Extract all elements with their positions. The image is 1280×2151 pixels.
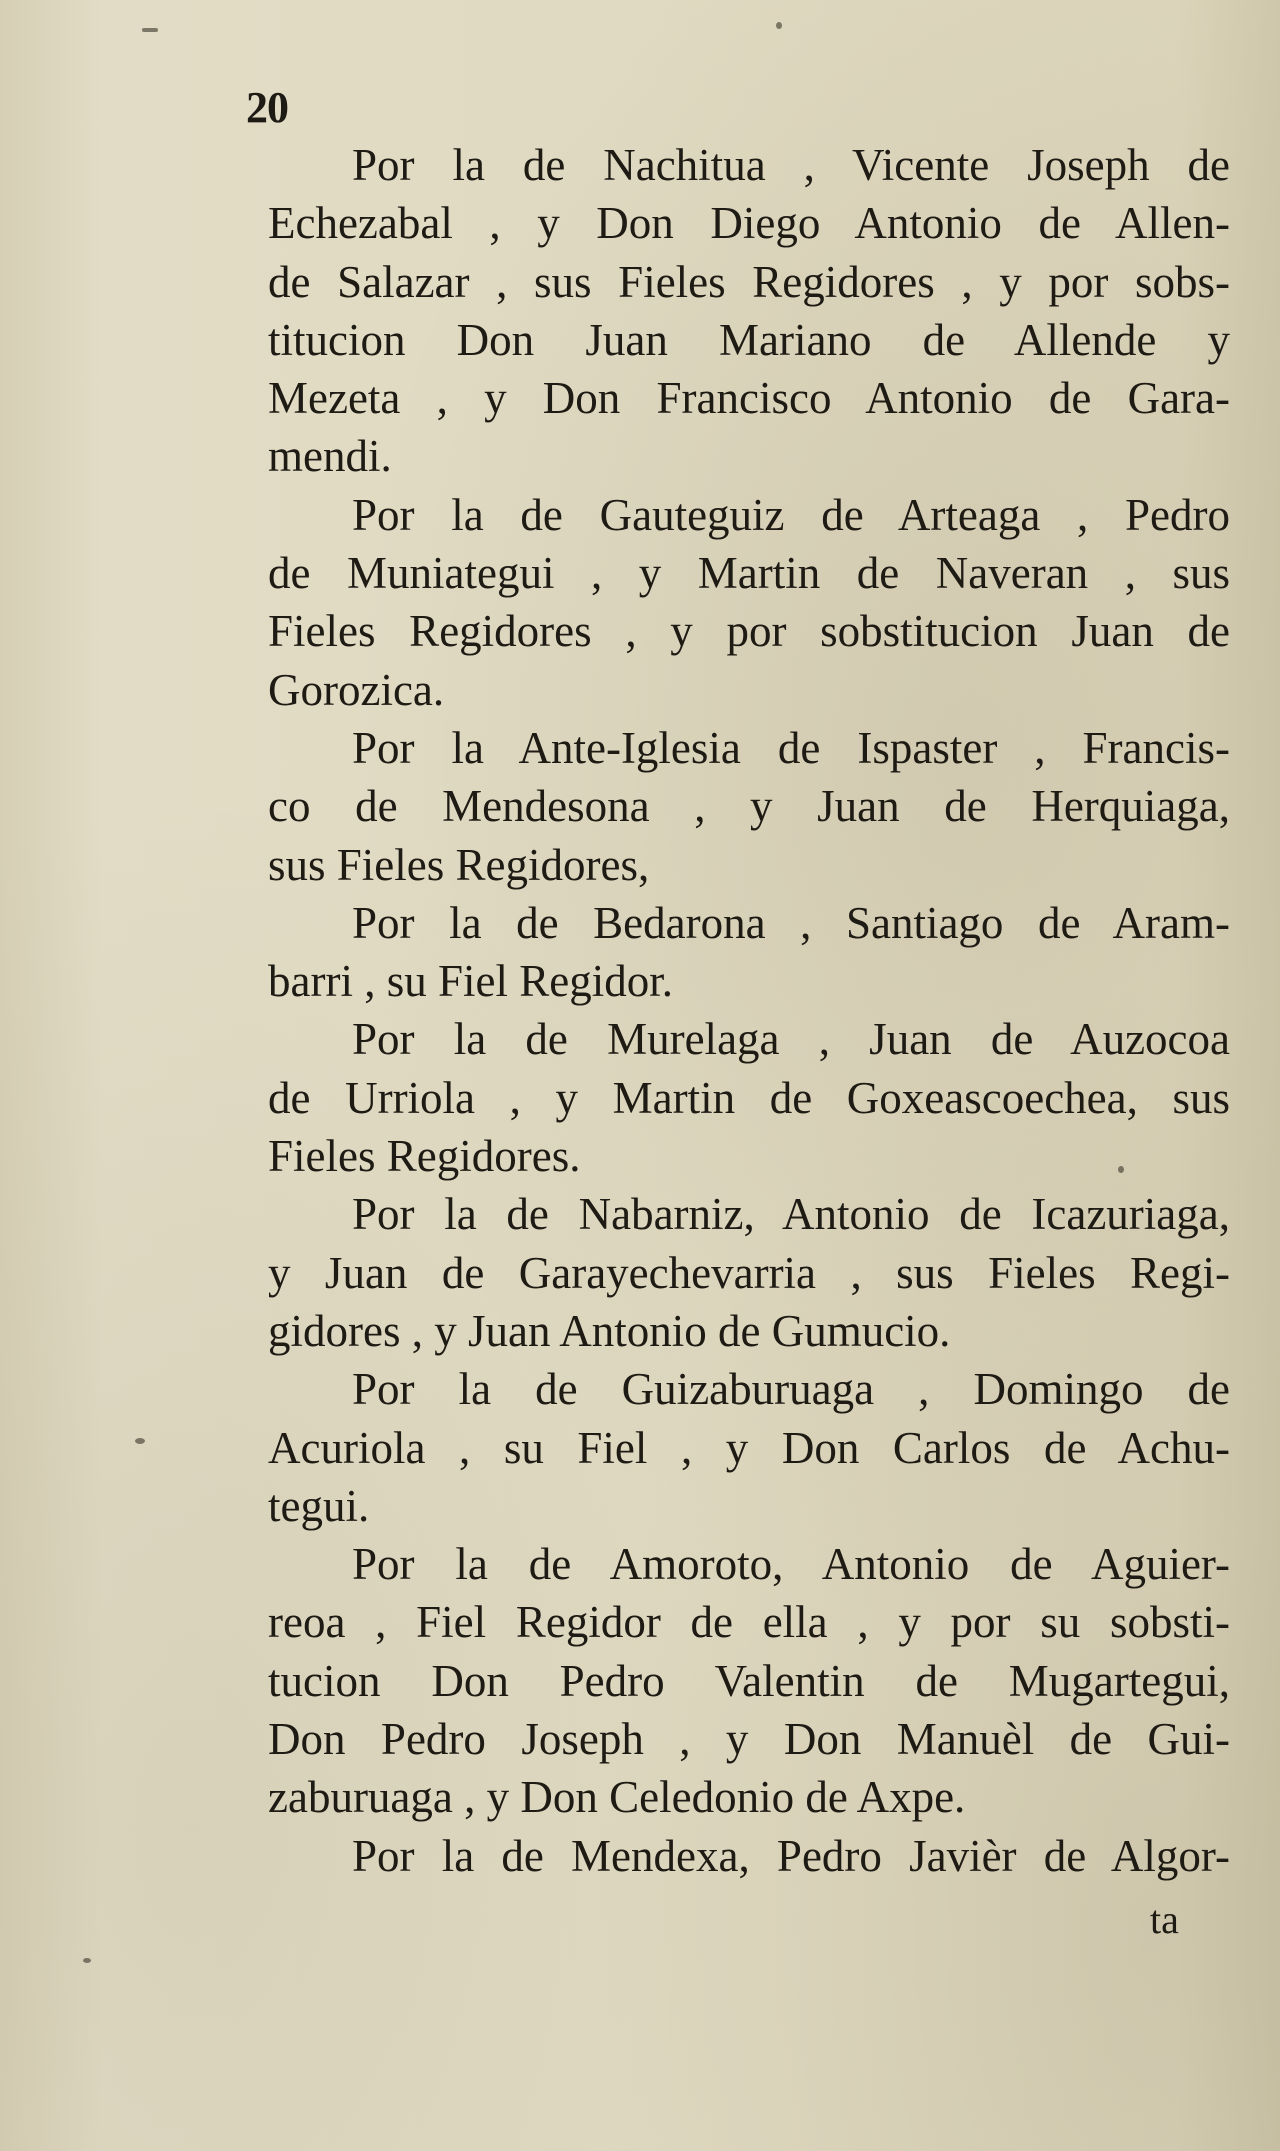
ink-speck <box>776 22 782 29</box>
ink-speck <box>135 1438 145 1444</box>
text-line: gidores , y Juan Antonio de Gumucio. <box>268 1305 951 1356</box>
text-line: Gorozica. <box>268 664 445 715</box>
page-number: 20 <box>246 83 288 132</box>
text-line: Don Pedro Joseph , y Don Manuèl de Gui- <box>268 1714 1230 1765</box>
text-line: tegui. <box>268 1480 370 1531</box>
text-line: Por la de Gauteguiz de Arteaga , Pedro <box>352 489 1230 540</box>
text-line: Acuriola , su Fiel , y Don Carlos de Achu- <box>268 1422 1230 1473</box>
text-line: zaburuaga , y Don Celedonio de Axpe. <box>268 1772 966 1823</box>
text-line: Mezeta , y Don Francisco Antonio de Gara- <box>268 373 1230 424</box>
text-line: Por la de Bedarona , Santiago de Aram- <box>352 897 1230 948</box>
text-line: Por la de Guizaburuaga , Domingo de <box>352 1364 1230 1415</box>
text-line: barri , su Fiel Regidor. <box>268 956 673 1007</box>
text-line: Por la de Murelaga , Juan de Auzocoa <box>352 1014 1230 1065</box>
text-line: Por la de Nabarniz, Antonio de Icazuriaga, <box>352 1189 1230 1240</box>
text-line: tucion Don Pedro Valentin de Mugartegui, <box>268 1655 1230 1706</box>
text-line: Echezabal , y Don Diego Antonio de Allen- <box>268 198 1230 249</box>
text-line: reoa , Fiel Regidor de ella , y por su sobsti- <box>268 1597 1230 1648</box>
ink-speck <box>142 28 158 32</box>
text-line: de Salazar , sus Fieles Regidores , y por sobs- <box>268 256 1230 307</box>
text-line: y Juan de Garayechevarria , sus Fieles Regi- <box>268 1247 1230 1298</box>
text-line: Por la de Nachitua , Vicente Joseph de <box>352 140 1230 190</box>
text-line: de Muniategui , y Martin de Naveran , sus <box>268 548 1230 599</box>
text-line: de Urriola , y Martin de Goxeascoechea, sus <box>268 1072 1230 1123</box>
text-line: co de Mendesona , y Juan de Herquiaga, <box>268 781 1230 832</box>
text-line: Fieles Regidores , y por sobstitucion Juan de <box>268 606 1230 657</box>
body-text <box>268 136 1230 1885</box>
text-line: Por la de Amoroto, Antonio de Aguier- <box>352 1539 1230 1590</box>
text-line: Fieles Regidores. <box>268 1131 581 1182</box>
catchword: ta <box>1150 1897 1179 1942</box>
text-line: Por la de Mendexa, Pedro Javièr de Algor- <box>352 1830 1230 1881</box>
text-line: mendi. <box>268 431 392 482</box>
text-line: sus Fieles Regidores, <box>268 839 650 890</box>
text-line: Por la Ante-Iglesia de Ispaster , Francis- <box>352 722 1230 773</box>
ink-speck <box>83 1958 91 1963</box>
text-line: titucion Don Juan Mariano de Allende y <box>268 314 1230 365</box>
